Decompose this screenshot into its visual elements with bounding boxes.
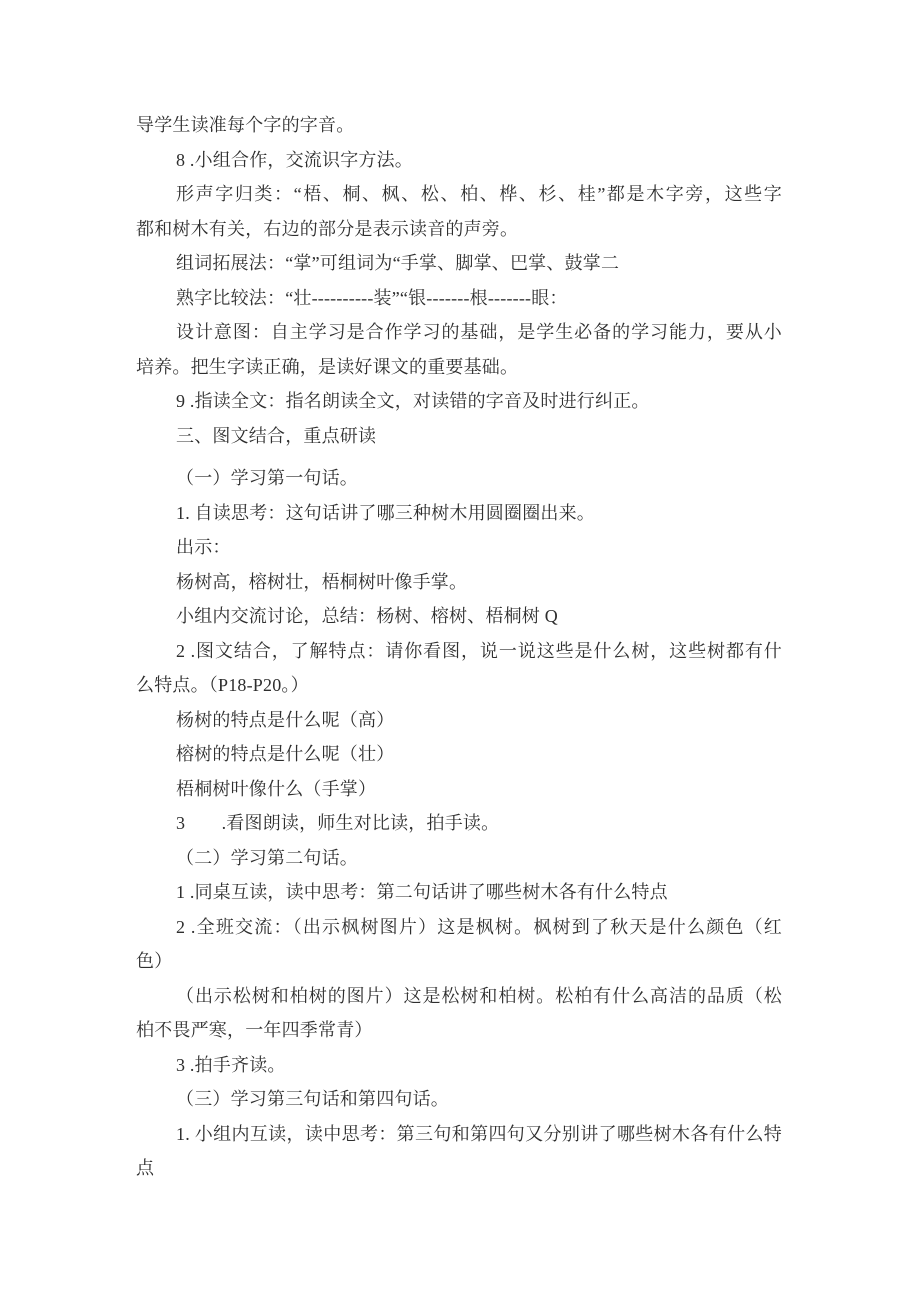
text-line: 1. 小组内互读，读中思考：第三句和第四句又分别讲了哪些树木各有什么特 <box>176 1123 782 1144</box>
text-line: 柏不畏严寒，一年四季常青） <box>136 1020 373 1040</box>
text-line: 榕树的特点是什么呢（壮） <box>176 744 395 764</box>
document-text-block <box>136 108 782 1186</box>
text-line: 小组内交流讨论，总结：杨树、榕树、梧桐树 Q <box>176 606 558 626</box>
text-line: 导学生读准每个字的字音。 <box>136 115 355 135</box>
text-line: 组词拓展法：“掌”可组词为“手掌、脚掌、巴掌、鼓掌二 <box>176 253 620 273</box>
text-line: 三、图文结合，重点研读 <box>176 425 377 446</box>
text-line: 9 .指读全文：指名朗读全文，对读错的字音及时进行纠正。 <box>176 391 650 411</box>
text-line: 梧桐树叶像什么（手掌） <box>176 778 377 799</box>
text-line: 1 .同桌互读，读中思考：第二句话讲了哪些树木各有什么特点 <box>176 882 668 902</box>
text-line: 培养。把生字读正确，是读好课文的重要基础。 <box>136 356 519 377</box>
text-line: 3 .拍手齐读。 <box>176 1054 286 1075</box>
text-line: 么特点。（P18-P20。） <box>136 675 309 695</box>
text-line: （二）学习第二句话。 <box>176 847 358 868</box>
text-line: 设计意图：自主学习是合作学习的基础，是学生必备的学习能力，要从小 <box>176 322 782 342</box>
text-line: 杨树的特点是什么呢（高） <box>176 709 395 730</box>
text-line: 色） <box>136 951 173 971</box>
text-line: 2 .图文结合，了解特点：请你看图，说一说这些是什么树，这些树都有什 <box>176 640 782 661</box>
text-line: 1. 自读思考：这句话讲了哪三种树木用圆圈圈出来。 <box>176 502 595 523</box>
text-line: 熟字比较法：“壮----------装”“银-------根-------眼： <box>176 287 568 308</box>
text-line: 形声字归类：“梧、桐、枫、松、柏、桦、杉、桂”都是木字旁，这些字 <box>176 184 782 204</box>
text-line: （出示松树和柏树的图片）这是松树和柏树。松柏有什么高洁的品质（松 <box>176 985 782 1006</box>
text-line: （三）学习第三句话和第四句话。 <box>176 1089 449 1109</box>
text-line: 3 .看图朗读，师生对比读，拍手读。 <box>176 813 500 833</box>
text-line: 都和树木有关，右边的部分是表示读音的声旁。 <box>136 218 519 239</box>
text-line: （一）学习第一句话。 <box>176 468 358 488</box>
text-line: 杨树高，榕树壮，梧桐树叶像手掌。 <box>176 571 468 592</box>
text-line: 出示： <box>176 537 231 557</box>
text-line: 2 .全班交流：（出示枫树图片）这是枫树。枫树到了秋天是什么颜色（红 <box>176 916 782 937</box>
text-line: 8 .小组合作，交流识字方法。 <box>176 149 413 170</box>
text-line: 点 <box>136 1158 155 1178</box>
